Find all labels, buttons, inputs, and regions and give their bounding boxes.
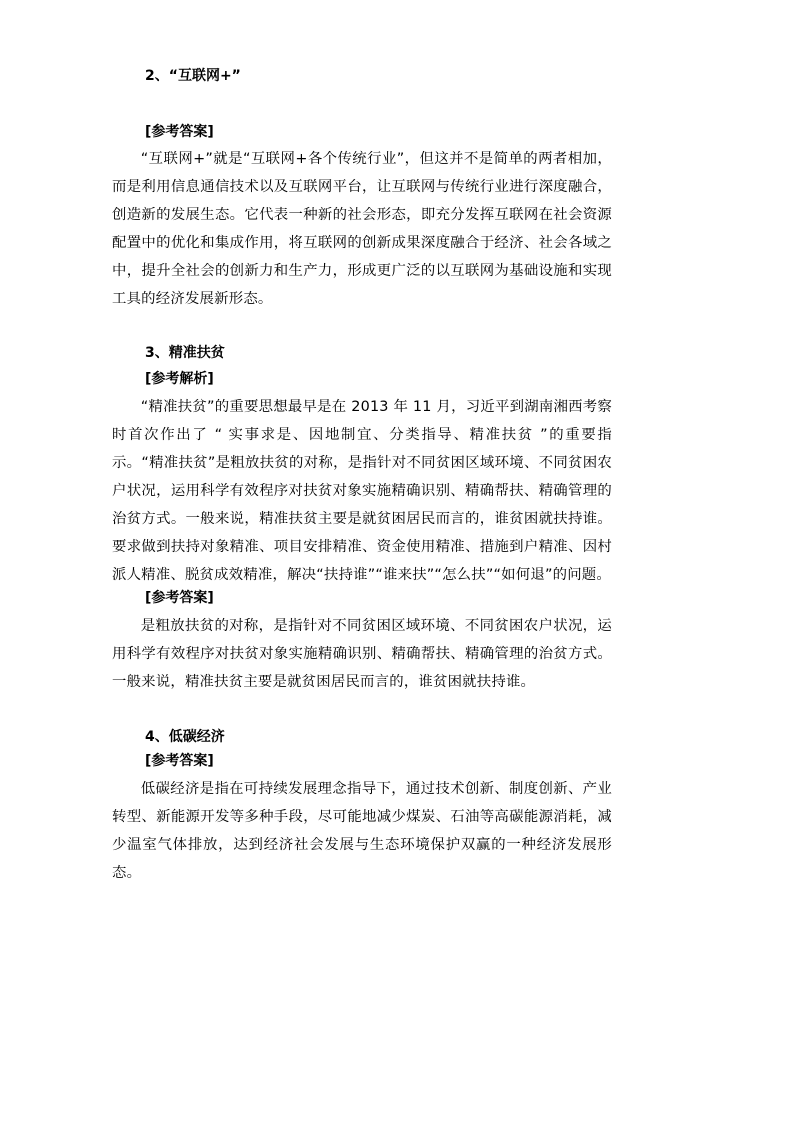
reference-answer-text: “互联网+”就是“互联网+各个传统行业”，但这并不是简单的两者相加，而是利用信息通信技术以及互联网平台，让互联网与传统行业进行深度融合，创造新的发展生态。它代表一种新的社会形态，即充分发挥互联网在社会资源配置中的优化和集成作用，将互联网的创新成果深度融合于经济、社会各域之中，提升全社会的创新力和生产力，形成更广泛的以互联网为基础设施和实现工具的经济发展新形态。 bbox=[112, 151, 612, 307]
section-heading-precision-poverty: 3、精准扶贫 bbox=[145, 345, 225, 361]
reference-answer-label: [参考答案] bbox=[145, 753, 214, 769]
section-heading-low-carbon-economy: 4、低碳经济 bbox=[145, 729, 225, 745]
reference-answer-text: 低碳经济是指在可持续发展理念指导下，通过技术创新、制度创新、产业转型、新能源开发等多种手段，尽可能地减少煤炭、石油等高碳能源消耗，减少温室气体排放，达到经济社会发展与生态环境保护双赢的一种经济发展形态。 bbox=[112, 781, 612, 881]
reference-answer-text: 是粗放扶贫的对称，是指针对不同贫困区域环境、不同贫困农户状况，运用科学有效程序对扶贫对象实施精确识别、精确帮扶、精确管理的治贫方式。一般来说，精准扶贫主要是就贫困居民而言的，谁贫困就扶持谁。 bbox=[112, 618, 612, 690]
reference-answer-label: [参考答案] bbox=[145, 124, 214, 140]
reference-analysis-text: “精准扶贫”的重要思想最早是在 2013 年 11 月，习近平到湖南湘西考察时首次作出了 “ 实事求是、因地制宜、分类指导、精准扶贫 ”的重要指示。“精准扶贫”是粗放扶贫的对称，是指针对不同贫困区域环境、不同贫困农户状况，运用科学有效程序对扶贫对象实施精确识别、精确帮扶、精确管理的治贫方式。一般来说，精准扶贫主要是就贫困居民而言的，谁贫困就扶持谁。要求做到扶持对象精准、项目安排精准、资金使用精准、措施到户精准、因村派人精准、脱贫成效精准，解决“扶持谁”“谁来扶”“怎么扶”“如何退”的问题。 bbox=[112, 399, 612, 583]
reference-analysis-label: [参考解析] bbox=[145, 371, 214, 387]
section-heading-internet-plus: 2、“互联网+” bbox=[145, 68, 241, 84]
reference-answer-label: [参考答案] bbox=[145, 590, 214, 606]
